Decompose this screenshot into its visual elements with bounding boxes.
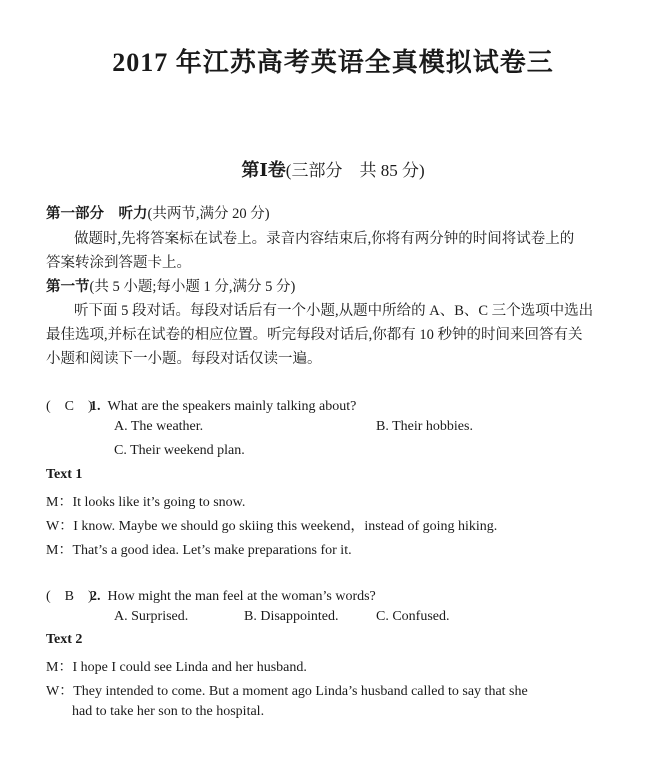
question-1 <box>46 395 356 415</box>
part1-instruction-line2: 答案转涂到答题卡上。 <box>46 255 191 271</box>
text-label-1: Text 1 <box>46 467 83 482</box>
option-2a: A. Surprised. <box>114 609 189 624</box>
section1-instruction-line1: 听下面 5 段对话。每段对话后有一个小题,从题中所给的 A、B、C 三个选项中选出 <box>74 303 594 319</box>
text-label-2: Text 2 <box>46 632 83 647</box>
option-1c: C. Their weekend plan. <box>114 443 245 458</box>
question-text-2: How might the man feel at the woman’s words? <box>107 589 376 604</box>
dialogue-1-line2: W：I know. Maybe we should go skiing this weekend，instead of going hiking. <box>46 519 498 534</box>
volume-label: 第Ⅰ卷 <box>241 160 286 180</box>
dialogue-2-line2: W：They intended to come. But a moment ago Linda’s husband called to say that she <box>46 684 528 699</box>
part1-name: 听力 <box>118 206 148 222</box>
option-1a: A. The weather. <box>114 419 204 434</box>
part1-label: 第一部分 <box>46 206 104 222</box>
part1-instruction-line1: 做题时,先将答案标在试卷上。录音内容结束后,你将有两分钟的时间将试卷上的 <box>74 231 575 247</box>
option-1b: B. Their hobbies. <box>376 419 473 434</box>
dialogue-1-line1: M：It looks like it’s going to snow. <box>46 495 246 510</box>
volume-detail: (三部分 共 85 分) <box>285 161 425 180</box>
option-2c: C. Confused. <box>376 609 450 624</box>
section1-instruction-line3: 小题和阅读下一小题。每段对话仅读一遍。 <box>46 351 322 367</box>
answer-2: ( B ) <box>46 589 93 604</box>
section1-instruction-line2: 最佳选项,并标在试卷的相应位置。听完每段对话后,你都有 10 秒钟的时间来回答有关 <box>46 327 583 343</box>
part1-heading <box>46 204 270 224</box>
dialogue-2-line1: M：I hope I could see Linda and her husband. <box>46 660 307 675</box>
volume-heading <box>0 156 666 182</box>
question-number-1: 1. <box>90 399 101 414</box>
dialogue-2-line3: had to take her son to the hospital. <box>72 704 265 719</box>
dialogue-1-line3: M：That’s a good idea. Let’s make preparations for it. <box>46 543 352 558</box>
part1-detail: (共两节,满分 20 分) <box>147 206 270 222</box>
answer-1: ( C ) <box>46 399 93 414</box>
question-text-1: What are the speakers mainly talking about? <box>107 399 357 414</box>
question-number-2: 2. <box>90 589 101 604</box>
exam-title: 2017 年江苏高考英语全真模拟试卷三 <box>112 48 554 77</box>
section1-label: 第一节 <box>46 279 90 295</box>
question-2 <box>46 585 376 605</box>
option-2b: B. Disappointed. <box>244 609 339 624</box>
section1-heading <box>46 277 295 297</box>
section1-detail: (共 5 小题;每小题 1 分,满分 5 分) <box>89 279 296 295</box>
